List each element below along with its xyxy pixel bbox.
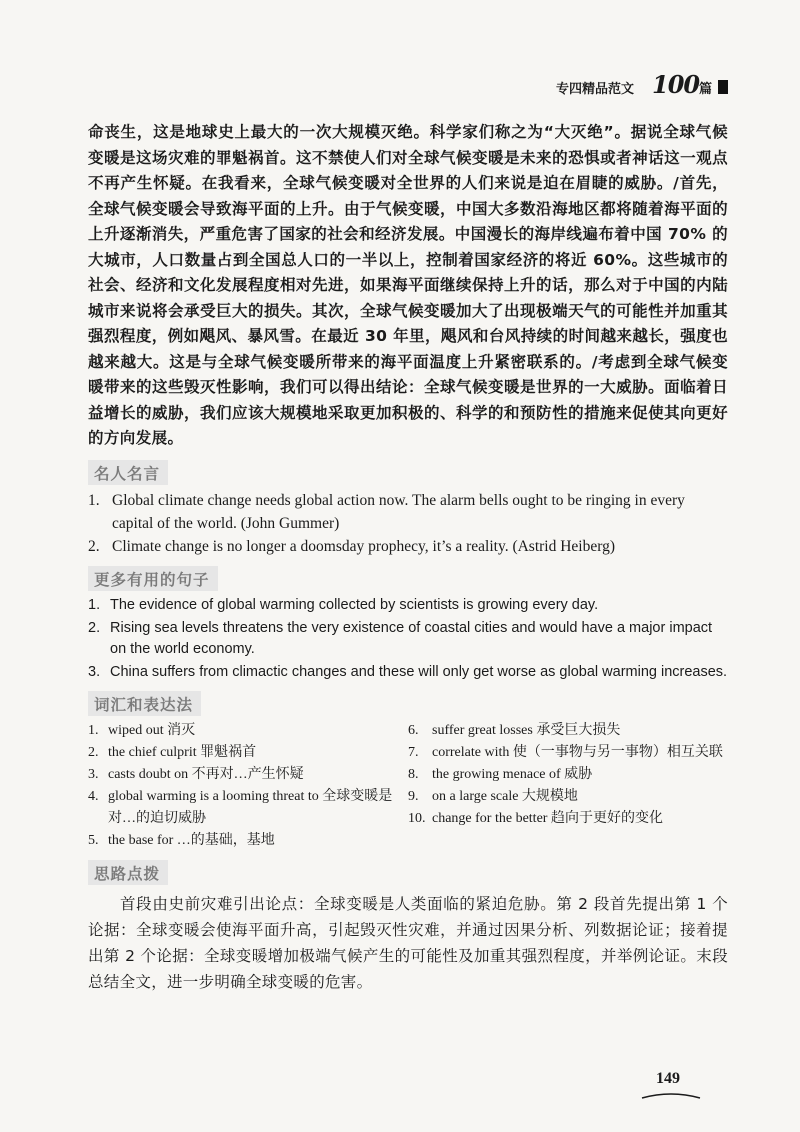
quote-item: 2. Climate change is no longer a doomsday prophecy, it’s a reality. (Astrid Heiberg) [88, 537, 616, 555]
vocab-item: 1. wiped out 消灭 [88, 722, 196, 738]
vocab-item: 6. suffer great losses 承受巨大损失 [408, 722, 621, 738]
vocab-item: 8. the growing menace of 威胁 [408, 766, 593, 782]
vocab-column-left [88, 720, 408, 852]
analysis-section [88, 860, 728, 995]
vocab-item: 5. the base for …的基础，基地 [88, 832, 275, 848]
page-content [88, 120, 728, 995]
sentences-section [88, 566, 728, 683]
vocab-item: 10. change for the better 趋向于更好的变化 [408, 810, 663, 826]
essay-paragraph: 命丧生，这是地球史上最大的一次大规模灭绝。科学家们称之为“大灭绝”。据说全球气候变暖是这场灾难的罪魁祸首。这不禁使人们对全球气候变暖是未来的恐惧或者神话这一观点不再产生怀疑。在我看来，全球气候变暖对全世界的人们来说是迫在眉睫的威胁。/首先，全球气候变暖会导致海平面的上升。由于气候变暖，中国大多数沿海地区都将随着海平面的上升逐渐消失，严重危害了国家的社会和经济发展。中国漫长的海岸线遍布着中国 70% 的大城市，人口数量占到全国总人口的一半以上，控制着国家经济的将近 60%。这些城市的社会、经济和文化发展程度相对先进，如果海平面继续保持上升的话，那么对于中国的内陆城市来说将会承受巨大的损失。其次，全球气候变暖加大了出现极端天气的可能性并加重其强烈程度，例如飓风、暴风雪。在最近 30 年里，飓风和台风持续的时间越来越长，强度也越来越大。这是与全球气候变暖所带来的海平面温度上升紧密联系的。/考虑到全球气候变暖带来的这些毁灭性影响，我们可以得出结论：全球气候变暖是世界的一大威胁。面临着日益增长的威胁，我们应该大规模地采取更加积极的、科学的和预防性的措施来促使其向更好的方向发展。 [88, 123, 728, 447]
book-title-suffix: 篇 [699, 82, 713, 97]
analysis-section-title: 思路点拨 [88, 860, 168, 885]
quotes-section-title: 名人名言 [88, 460, 168, 485]
vocab-section-title: 词汇和表达法 [88, 691, 201, 716]
vocab-item: 7. correlate with 使（一事物与另一事物）相互关联 [408, 744, 723, 760]
vocab-column-right [408, 720, 728, 852]
vocab-item: 4. global warming is a looming threat to 全球变暖是对…的迫切威胁 [88, 788, 393, 826]
running-header [556, 70, 756, 100]
vocab-item: 3. casts doubt on 不再对…产生怀疑 [88, 766, 304, 782]
book-title-number: 100 [652, 70, 700, 99]
sentences-section-title: 更多有用的句子 [88, 566, 218, 591]
quotes-section [88, 460, 728, 558]
book-title: 专四精品范文 [556, 82, 635, 97]
page-number-swoosh-icon [640, 1092, 702, 1100]
vocab-item: 2. the chief culprit 罪魁祸首 [88, 744, 257, 760]
quote-item: 1. Global climate change needs global action now. The alarm bells ought to be ringing in every capital of the world. (John Gummer) [88, 491, 685, 532]
sentence-item: 2. Rising sea levels threatens the very existence of coastal cities and would have a major impact on the world economy. [88, 619, 713, 657]
vocab-item: 9. on a large scale 大规模地 [408, 788, 578, 804]
sentence-item: 3. China suffers from climactic changes and these will only get worse as global warming increases. [88, 663, 728, 680]
header-decoration-icon [718, 80, 728, 94]
page-number: 149 [656, 1070, 680, 1087]
vocab-section [88, 691, 728, 852]
sentence-item: 1. The evidence of global warming collected by scientists is growing every day. [88, 596, 599, 613]
analysis-paragraph: 首段由史前灾难引出论点：全球变暖是人类面临的紧迫危胁。第 2 段首先提出第 1 个论据：全球变暖会使海平面升高，引起毁灭性灾难，并通过因果分析、列数据论证；接着提出第 2 个论据：全球变暖增加极端气候产生的可能性及加重其强烈程度，并举例论证。末段总结全文，进一步明确全球变暖的危害。 [88, 894, 728, 991]
